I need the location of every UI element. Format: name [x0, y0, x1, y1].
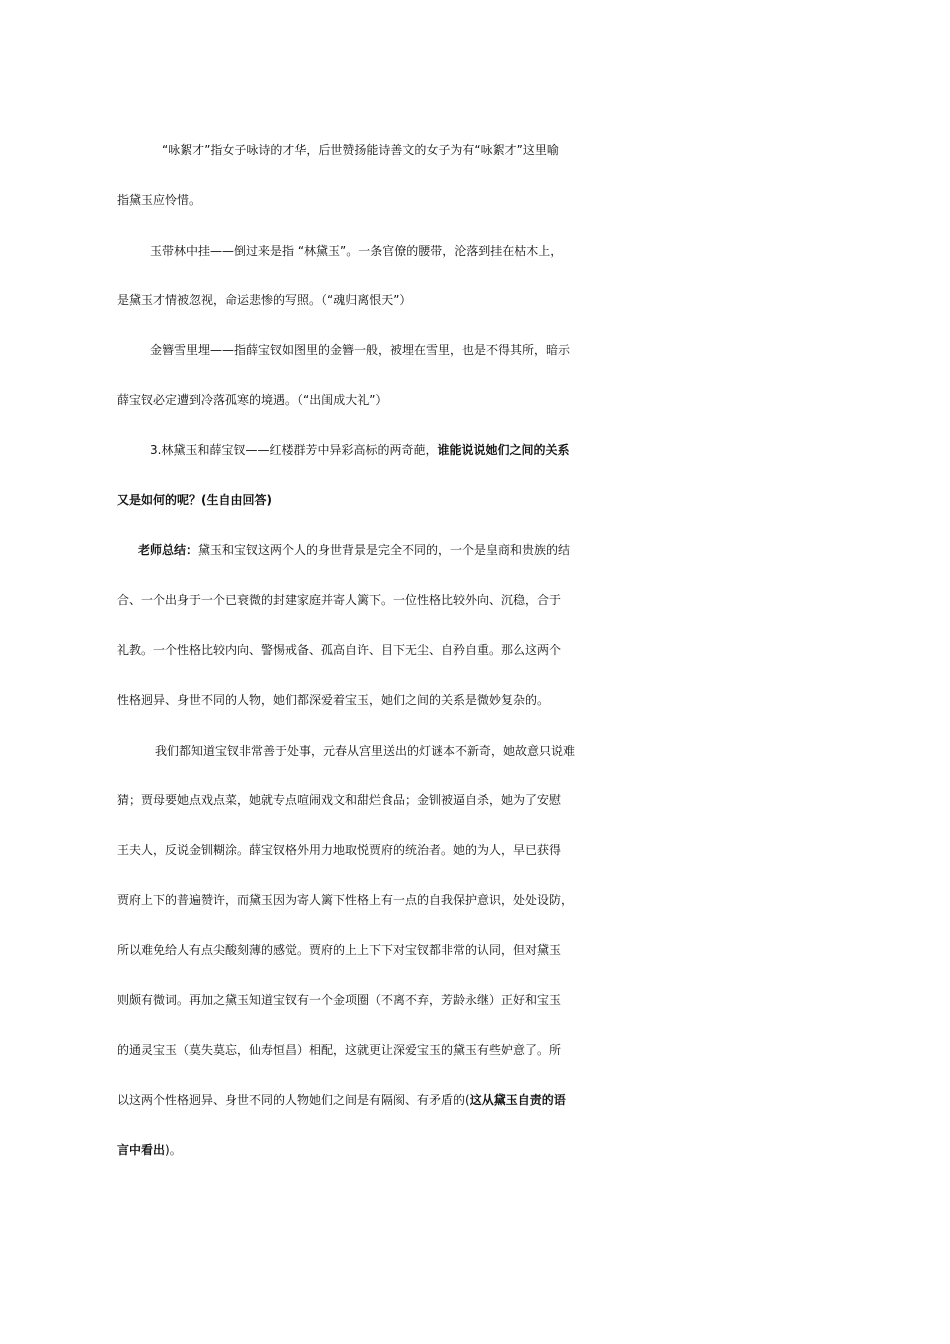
para1-line2: 指黛玉应怜惜。	[117, 193, 202, 207]
para5-line1	[138, 536, 858, 564]
para6-line9	[117, 1136, 837, 1164]
para6-line9-bold: 言中看出	[117, 1143, 166, 1157]
para6-line8-bold: 这从黛玉自责的语	[469, 1093, 566, 1107]
para6-line8-normal: 以这两个性格迥异、身世不同的人物她们之间是有隔阂、有矛盾的(	[117, 1093, 470, 1107]
para3-line1: 金簪雪里埋——指薛宝钗如图里的金簪一般，被埋在雪里，也是不得其所，暗示	[150, 343, 571, 357]
para5-line1-text: 黛玉和宝钗这两个人的身世背景是完全不同的，一个是皇商和贵族的结	[198, 543, 571, 557]
para3-line2: 薛宝钗必定遭到冷落孤寒的境遇。（“出闺成大礼”）	[117, 393, 388, 407]
para1-line1: “咏絮才”指女子咏诗的才华，后世赞扬能诗善文的女子为有“咏絮才”这里喻	[162, 143, 559, 157]
para6-line2: 猜；贾母要她点戏点菜，她就专点喧闹戏文和甜烂食品；金钏被逼自杀，她为了安慰	[117, 793, 562, 807]
para6-line5: 所以难免给人有点尖酸刻薄的感觉。贾府的上上下下对宝钗都非常的认同，但对黛玉	[117, 943, 562, 957]
para4-line1	[150, 436, 870, 464]
para6-line9-normal: )。	[165, 1143, 182, 1157]
para6-line8	[117, 1086, 837, 1114]
para4-line1-normal: 3.林黛玉和薛宝钗——红楼群芳中异彩高标的两奇葩，	[150, 443, 438, 457]
para2-line1: 玉带林中挂——倒过来是指 “林黛玉”。一条官僚的腰带，沦落到挂在枯木上，	[150, 244, 563, 258]
para4-line1-bold: 谁能说说她们之间的关系	[437, 443, 570, 457]
para2-line2: 是黛玉才情被忽视，命运悲惨的写照。（“魂归离恨天”）	[117, 293, 412, 307]
para6-line1: 我们都知道宝钗非常善于处事，元春从宫里送出的灯谜本不新奇，她故意只说难	[155, 744, 576, 758]
para5-line2: 合、一个出身于一个已衰微的封建家庭并寄人篱下。一位性格比较外向、沉稳，合于	[117, 593, 562, 607]
para5-line4: 性格迥异、身世不同的人物，她们都深爱着宝玉，她们之间的关系是微妙复杂的。	[117, 693, 550, 707]
para6-line6: 则颇有微词。再加之黛玉知道宝钗有一个金项圈（不离不弃，芳龄永继）正好和宝玉	[117, 993, 562, 1007]
para6-line3: 王夫人，反说金钏糊涂。薛宝钗格外用力地取悦贾府的统治者。她的为人，早已获得	[117, 843, 562, 857]
para4-line2: 又是如何的呢？(生自由回答)	[117, 493, 272, 507]
para6-line7: 的通灵宝玉（莫失莫忘，仙寿恒昌）相配，这就更让深爱宝玉的黛玉有些妒意了。所	[117, 1043, 562, 1057]
para5-line3: 礼教。一个性格比较内向、警惕戒备、孤高自许、目下无尘、自矜自重。那么这两个	[117, 643, 562, 657]
teacher-summary-label: 老师总结：	[138, 543, 199, 557]
para6-line4: 贾府上下的普遍赞许，而黛玉因为寄人篱下性格上有一点的自我保护意识，处处设防，	[117, 893, 574, 907]
